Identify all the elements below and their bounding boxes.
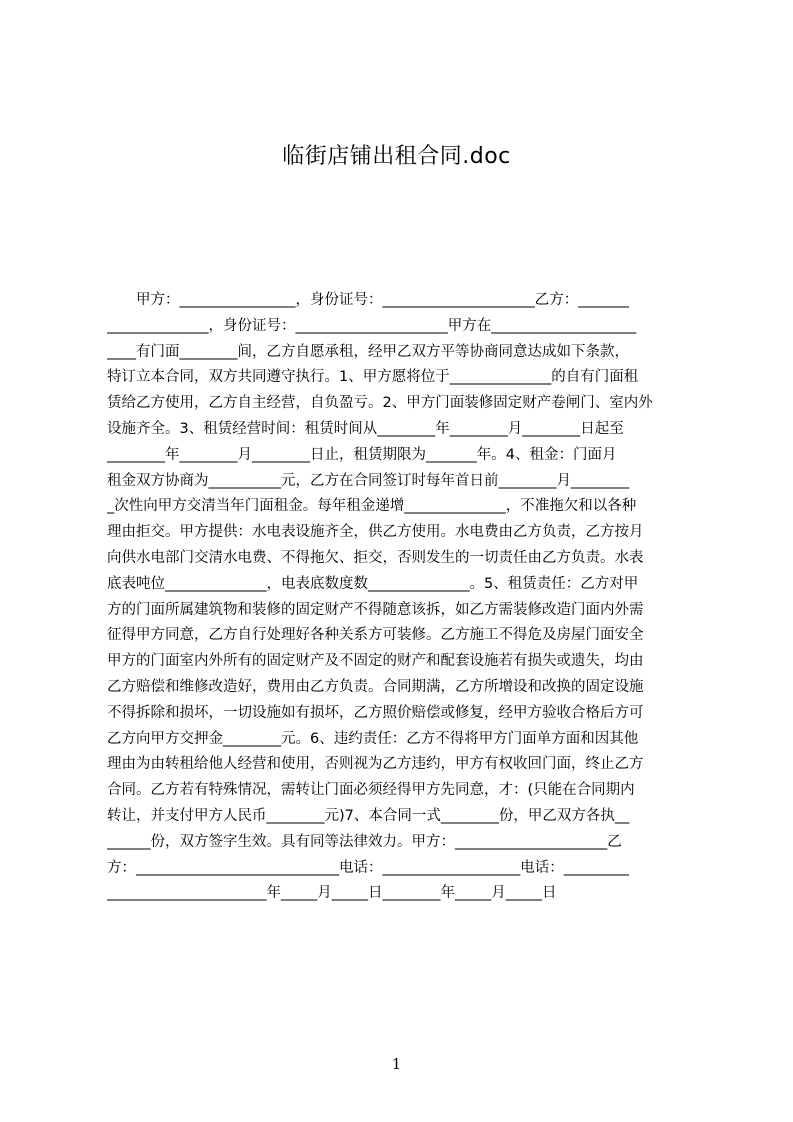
text-line: ______________，身份证号：_____________________甲方在____________________ (107, 317, 637, 334)
text-line: 底表吨位______________，电表底数度数______________。5、租赁责任：乙方对甲 (107, 575, 639, 592)
text-line: 转让，并支付甲方人民币________元)7、本合同一式________份，甲乙双方各执__ (107, 807, 630, 824)
text-line: ____有门面________间，乙方自愿承租，经甲乙双方平等协商同意达成如下条款， (107, 343, 629, 360)
document-title: 临街店铺出租合同.doc (282, 144, 511, 169)
text-line: 租金双方协商为__________元，乙方在合同签订时每年首日前________月________ (107, 472, 629, 489)
text-line: 合同。乙方若有特殊情况，需转让门面必须经得甲方先同意，才：(只能在合同期内 (107, 782, 635, 799)
page-number: 1 (391, 1055, 402, 1073)
text-line: 甲方：________________，身份证号：_____________________乙方：_______ (107, 292, 629, 308)
text-line: 设施齐全。3、租赁经营时间：租赁时间从________年________月________日起至 (107, 420, 624, 437)
text-line: 甲方的门面室内外所有的固定财产及不固定的财产和配套设施若有损失或遗失，均由 (107, 653, 644, 670)
text-line: 方：____________________________电话：___________________电话：_________ (107, 859, 629, 876)
text-line: 特订立本合同，双方共同遵守执行。1、甲方愿将位于______________的自有门面租 (107, 369, 639, 386)
text-line: 向供水电部门交清水电费、不得拖欠、拒交，否则发生的一切责任由乙方负责。水表 (107, 549, 644, 566)
text-line: 理由拒交。甲方提供：水电表设施齐全，供乙方使用。水电费由乙方负责，乙方按月 (107, 524, 644, 541)
text-line: 赁给乙方使用，乙方自主经营，自负盈亏。2、甲方门面装修固定财产卷闸门、室内外 (107, 395, 653, 412)
contract-body (107, 288, 699, 907)
text-line: 理由为由转租给他人经营和使用，否则视为乙方违约，甲方有权收回门面，终止乙方 (107, 756, 644, 773)
text-line: 乙方向甲方交押金________元。6、违约责任：乙方不得将甲方门面单方面和因其他 (107, 730, 639, 747)
text-line: ______________________年_____月_____日________年_____月_____日 (107, 885, 557, 902)
text-line: 不得拆除和损坏，一切设施如有损坏，乙方照价赔偿或修复，经甲方验收合格后方可 (107, 704, 644, 721)
text-line: 方的门面所属建筑物和装修的固定财产不得随意该拆，如乙方需装修改造门面内外需 (107, 601, 644, 618)
text-line: ________年________月________日止，租赁期限为_______年。4、租金：门面月 (107, 446, 617, 463)
text-line: 乙方赔偿和维修改造好，费用由乙方负责。合同期满，乙方所增设和改换的固定设施 (107, 678, 644, 695)
text-line: ______份，双方签字生效。具有同等法律效力。甲方：_____________________乙 (107, 833, 622, 850)
text-line: 征得甲方同意，乙方自行处理好各种关系方可装修。乙方施工不得危及房屋门面安全 (107, 627, 644, 644)
text-line: _次性向甲方交清当年门面租金。每年租金递增______________，不准拖欠和以各种 (107, 498, 637, 515)
